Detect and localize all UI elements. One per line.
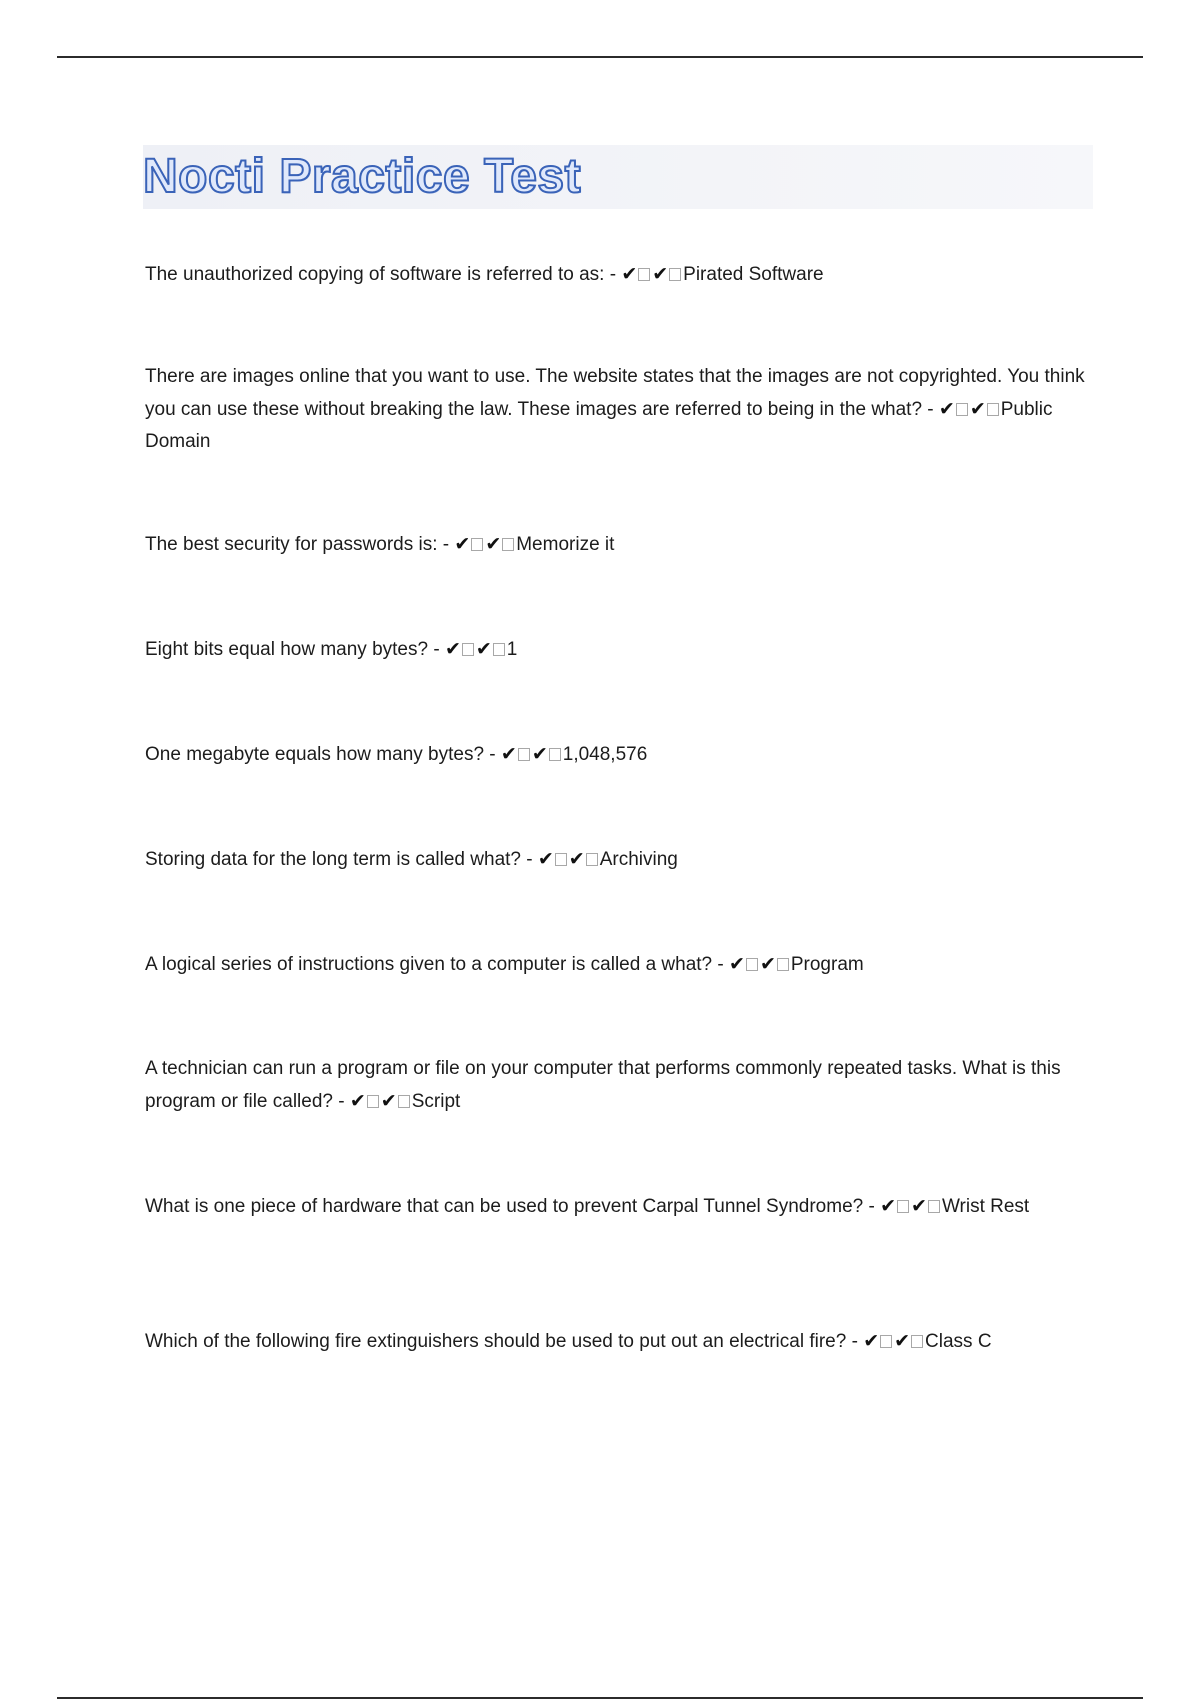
missing-glyph-box-icon [493,643,505,656]
top-rule [57,56,1143,58]
answer-text: Program [790,954,864,975]
title-banner [143,145,1093,209]
missing-glyph-box-icon [669,268,681,281]
check-icon: ✔ [911,1195,927,1217]
qa-item [145,1053,1090,1118]
check-icon: ✔ [444,638,461,660]
qa-item [145,738,1090,771]
missing-glyph-box-icon [987,403,999,416]
check-icon: ✔ [500,743,517,765]
check-icon: ✔ [621,263,638,285]
qa-item [145,1325,1090,1358]
check-icon: ✔ [863,1330,880,1352]
missing-glyph-box-icon [586,853,598,866]
separator: - [428,639,445,660]
answer-text: Archiving [599,849,678,870]
question-text: What is one piece of hardware that can be used to prevent Carpal Tunnel Syndrome? [145,1196,864,1217]
missing-glyph-box-icon [897,1200,909,1213]
check-icon: ✔ [475,638,492,660]
check-icon: ✔ [880,1195,897,1217]
separator: - [604,264,622,285]
missing-glyph-box-icon [777,958,789,971]
check-icon: ✔ [349,1090,366,1112]
check-icon: ✔ [938,398,955,420]
missing-glyph-box-icon [956,403,968,416]
separator: - [484,744,501,765]
question-text: There are images online that you want to use. The website states that the images are not copyrighted. You think you can use these without breaking the law. These images are referred to being in the what? [145,366,1085,420]
check-icon: ✔ [454,533,471,555]
bottom-rule [57,1697,1143,1699]
qa-item [145,258,1090,291]
missing-glyph-box-icon [928,1200,940,1213]
question-text: A logical series of instructions given to a computer is called a what? [145,954,713,975]
missing-glyph-box-icon [518,748,530,761]
separator: - [332,1091,350,1112]
missing-glyph-box-icon [746,958,758,971]
separator: - [520,849,538,870]
missing-glyph-box-icon [502,538,514,551]
answer-text: Script [411,1091,461,1112]
check-icon: ✔ [537,848,554,870]
separator: - [863,1196,881,1217]
question-text: Which of the following fire extinguishers should be used to put out an electrical fire? [145,1331,847,1352]
answer-text: 1 [506,639,518,660]
answer-text: Pirated Software [683,264,824,285]
answer-text: Class C [925,1331,992,1352]
separator: - [922,399,939,420]
check-icon: ✔ [894,1330,911,1352]
missing-glyph-box-icon [462,643,474,656]
answer-text: Memorize it [516,534,615,555]
check-icon: ✔ [568,848,585,870]
question-text: The unauthorized copying of software is referred to as: [145,264,605,285]
qa-item [145,843,1090,876]
check-icon: ✔ [969,398,986,420]
check-icon: ✔ [729,953,745,975]
missing-glyph-box-icon [911,1335,923,1348]
qa-item [145,1190,1090,1223]
qa-item [145,528,1090,561]
missing-glyph-box-icon [398,1095,410,1108]
answer-text: 1,048,576 [562,744,648,765]
missing-glyph-box-icon [471,538,483,551]
answer-text: Wrist Rest [941,1196,1030,1217]
missing-glyph-box-icon [638,268,650,281]
separator: - [437,534,455,555]
check-icon: ✔ [759,953,776,975]
missing-glyph-box-icon [549,748,561,761]
question-text: A technician can run a program or file on your computer that performs commonly repeated tasks. What is this program or file called? [145,1058,1061,1112]
qa-item [145,361,1090,458]
missing-glyph-box-icon [555,853,567,866]
check-icon: ✔ [485,533,502,555]
separator: - [712,954,730,975]
page-title: Nocti Practice Test [143,150,582,203]
check-icon: ✔ [380,1090,397,1112]
check-icon: ✔ [531,743,548,765]
question-text: The best security for passwords is: [145,534,438,555]
check-icon: ✔ [652,263,669,285]
answer-text: Public Domain [145,399,1053,452]
separator: - [846,1331,864,1352]
qa-item [145,948,1090,981]
question-text: One megabyte equals how many bytes? [145,744,485,765]
missing-glyph-box-icon [880,1335,892,1348]
missing-glyph-box-icon [367,1095,379,1108]
question-text: Eight bits equal how many bytes? [145,639,429,660]
qa-item [145,633,1090,666]
question-text: Storing data for the long term is called what? [145,849,521,870]
